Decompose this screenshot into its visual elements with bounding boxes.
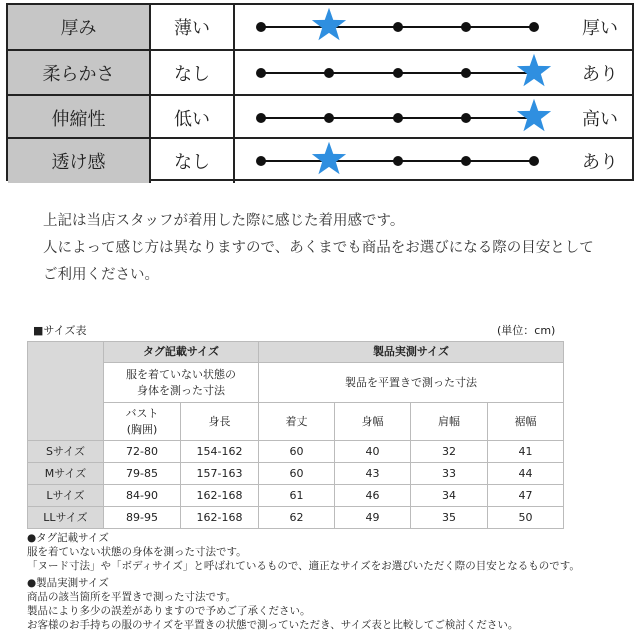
size-label: LLサイズ: [28, 507, 104, 529]
cell-height: 162-168: [181, 485, 259, 507]
cell-bust: 72-80: [104, 441, 181, 463]
scale-dot: [461, 68, 471, 78]
rating-high-label: あり: [582, 152, 618, 173]
rating-label: 柔らかさ: [8, 51, 151, 95]
col-header-length: 着丈: [259, 403, 335, 441]
size-table: [27, 341, 564, 529]
measured-size-header: 製品実測サイズ: [259, 342, 564, 363]
divider: [233, 96, 235, 140]
scale-dot: [393, 68, 403, 78]
divider: [233, 51, 235, 95]
footnote-tag-title: ●タグ記載サイズ: [27, 532, 109, 544]
size-label: Sサイズ: [28, 441, 104, 463]
cell-hem: 47: [488, 485, 564, 507]
cell-length: 60: [259, 441, 335, 463]
scale-dot: [324, 113, 334, 123]
size-table-unit: (単位：cm): [497, 324, 556, 337]
rating-high-label: あり: [582, 64, 618, 85]
cell-width: 40: [335, 441, 411, 463]
note-line-1: 上記は当店スタッフが着用した際に感じた着用感です。: [43, 213, 405, 229]
col-bust-line: (胸囲): [126, 422, 158, 436]
rating-label: 透け感: [8, 139, 151, 183]
footnote-tag-line-2: 「ヌード寸法」や「ボディサイズ」と呼ばれているもので、適正なサイズをお選びいただく際の目安となるものです。: [27, 560, 580, 572]
cell-width: 49: [335, 507, 411, 529]
cell-shoulder: 33: [411, 463, 488, 485]
cell-hem: 50: [488, 507, 564, 529]
footnote-measured-line-1: 商品の該当箇所を平置きで測った寸法です。: [27, 591, 237, 603]
footnote-measured-line-2: 製品により多少の誤差がありますので予めご了承ください。: [27, 605, 311, 617]
scale-dot: [529, 156, 539, 166]
col-header-bust: [104, 403, 181, 441]
rating-row-softness: [8, 49, 632, 95]
rating-low-label: なし: [174, 64, 210, 85]
rating-label: 厚み: [8, 5, 151, 49]
rating-high-label: 厚い: [582, 18, 618, 39]
cell-width: 46: [335, 485, 411, 507]
note-line-3: ご利用ください。: [43, 267, 159, 283]
footnote-tag-line-1: 服を着ていない状態の身体を測った寸法です。: [27, 546, 247, 558]
cell-height: 162-168: [181, 507, 259, 529]
table-row: [28, 463, 564, 485]
scale-dot: [461, 156, 471, 166]
rating-star-icon: [516, 53, 552, 89]
scale-dot: [256, 156, 266, 166]
col-header-shoulder: 肩幅: [411, 403, 488, 441]
tag-size-header: タグ記載サイズ: [104, 342, 259, 363]
size-label: Lサイズ: [28, 485, 104, 507]
rating-label: 伸縮性: [8, 96, 151, 140]
scale-dot: [256, 68, 266, 78]
fit-rating-table: [6, 3, 634, 181]
cell-shoulder: 32: [411, 441, 488, 463]
rating-high-label: 高い: [582, 109, 618, 130]
cell-length: 61: [259, 485, 335, 507]
table-row: [28, 441, 564, 463]
tag-desc-line: 服を着ていない状態の: [126, 367, 236, 381]
scale-dot: [393, 113, 403, 123]
cell-shoulder: 35: [411, 507, 488, 529]
scale-dot: [393, 22, 403, 32]
cell-hem: 41: [488, 441, 564, 463]
cell-length: 60: [259, 463, 335, 485]
rating-star-icon: [516, 98, 552, 134]
cell-width: 43: [335, 463, 411, 485]
scale-dot: [324, 68, 334, 78]
scale-dot: [529, 22, 539, 32]
scale-dot: [256, 113, 266, 123]
cell-height: 157-163: [181, 463, 259, 485]
tag-size-description: [104, 363, 259, 403]
rating-low-label: 薄い: [174, 18, 210, 39]
tag-desc-line: 身体を測った寸法: [137, 383, 225, 397]
rating-low-label: 低い: [174, 109, 210, 130]
rating-row-thickness: [8, 5, 632, 49]
col-header-height: 身長: [181, 403, 259, 441]
col-header-hem: 裾幅: [488, 403, 564, 441]
divider: [233, 139, 235, 183]
rating-row-stretch: [8, 94, 632, 140]
rating-row-sheerness: [8, 137, 632, 183]
scale-dot: [461, 22, 471, 32]
cell-height: 154-162: [181, 441, 259, 463]
cell-shoulder: 34: [411, 485, 488, 507]
cell-bust: 89-95: [104, 507, 181, 529]
cell-bust: 84-90: [104, 485, 181, 507]
rating-low-label: なし: [174, 152, 210, 173]
measured-size-description: 製品を平置きで測った寸法: [259, 363, 564, 403]
cell-bust: 79-85: [104, 463, 181, 485]
note-line-2: 人によって感じ方は異なりますので、あくまでも商品をお選びになる際の目安として: [43, 240, 594, 256]
size-label: Mサイズ: [28, 463, 104, 485]
col-bust-line: バスト: [125, 406, 159, 420]
cell-hem: 44: [488, 463, 564, 485]
col-header-width: 身幅: [335, 403, 411, 441]
rating-star-icon: [311, 7, 347, 43]
scale-dot: [393, 156, 403, 166]
cell-length: 62: [259, 507, 335, 529]
scale-dot: [461, 113, 471, 123]
footnote-measured-line-3: お客様のお手持ちの服のサイズを平置きの状態で測っていただき、サイズ表と比較してご検討ください。: [27, 619, 519, 631]
rating-star-icon: [311, 141, 347, 177]
table-row: [28, 485, 564, 507]
footnote-measured-title: ●製品実測サイズ: [27, 577, 109, 589]
size-table-title: ■サイズ表: [33, 324, 87, 337]
scale-dot: [256, 22, 266, 32]
corner-cell: [28, 342, 104, 441]
table-row: [28, 507, 564, 529]
divider: [233, 5, 235, 49]
